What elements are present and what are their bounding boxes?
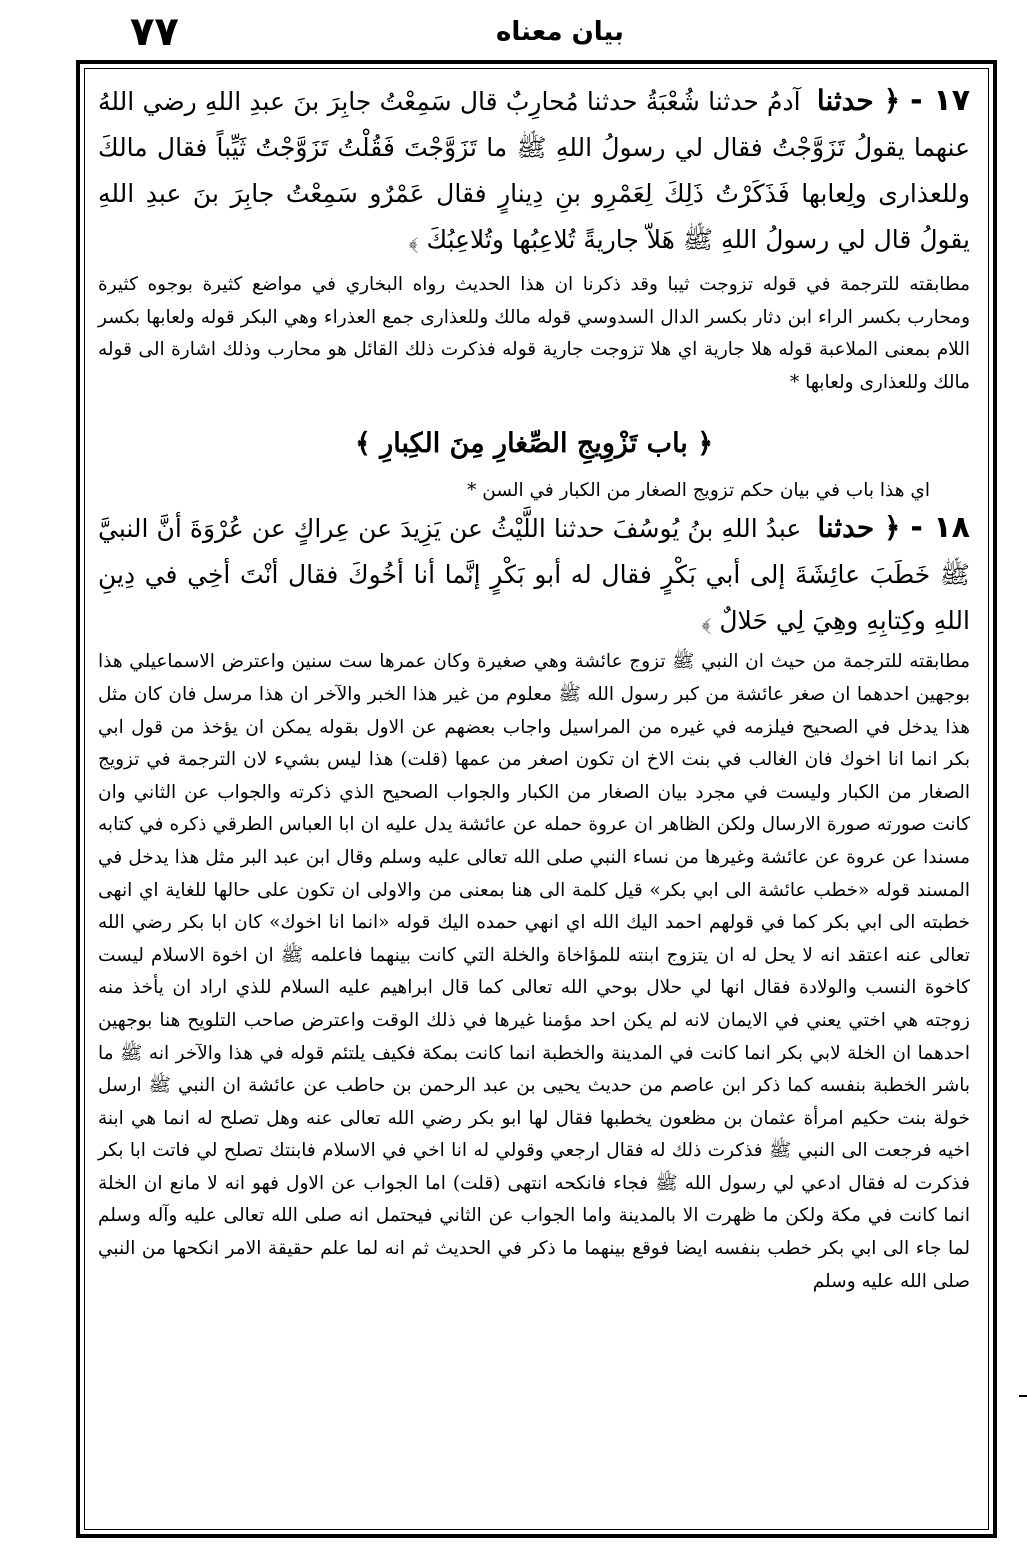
commentary-18: مطابقته للترجمة من حيث ان النبي ﷺ تزوج عائشة وهي صغيرة وكان عمرها ست سنين واعترض الاسماعيلي هذا بوجهين احدهما ان صغر عائشة من كبر رسول الله ﷺ معلوم من غير هذا الخبر والآخر ان هذا مرسل فان كان مثل هذا يدخل في الصحيح فيلزمه في غيره من المراسيل واجاب بعضهم عن الاول بقوله يمكن ان يؤخذ من قول ابي بكر انما انا اخوك فان الغالب في بنت الاخ ان تكون اصغر من عمها (قلت) هذا ليس بشيء لان الترجمة في تزويج الصغار من الكبار وليست في مجرد بيان الصغار من الكبار والجواب الصحيح الذي ذكرته والجواب عن الثاني وان كانت صورته صورة الارسال ولكن الظاهر ان عروة حمله عن عائشة يدل عليه ان ابا العباس الطرقي ذكره في كتابه مسندا عن عروة عن عائشة وغيرها من نساء النبي صلى الله تعالى عليه وسلم وقال ابن عبد البر مثل هذا يدخل في المسند قوله «خطب عائشة الى ابي بكر» قيل كلمة الى هنا بمعنى من والاولى ان تكون على حالها للغاية اي انهى خطبته الى ابي بكر كما في قولهم احمد اليك الله اي انهي حمده اليك قوله «انما انا اخوك» كان ابا بكر رضي الله تعالى عنه اعتقد انه لا يحل له ان يتزوج ابنته للمؤاخاة والخلة التي كانت بينهما فاعلمه ﷺ ان اخوة الاسلام ليست كاخوة النسب والولادة فقال انها لي حلال بوحي الله تعالى كما قال ابراهيم عليه السلام للذي اراد ان يأخذ منه زوجته هي اختي يعني في الايمان لانه لم يكن احد مؤمنا غيرها في ذلك الوقت واعترض صاحب التلويح هنا بوجهين احدهما ان الخلة لابي بكر انما كانت في المدينة والخطبة انما كانت بمكة فكيف يلتئم قوله في هذا والآخر انه ﷺ ما باشر الخطبة بنفسه كما ذكر ابن عاصم من حديث يحيى بن عبد الرحمن بن حاطب عن عائشة ان النبي ﷺ ارسل خولة بنت حكيم امرأة عثمان بن مظعون يخطبها فقال لها ابو بكر رضي الله تعالى عنه وهل تصلح له انما هي ابنة اخيه فرجعت الى النبي ﷺ فذكرت ذلك له فقال ارجعي وقولي له انا اخي في الاسلام فابنتك تصلح لي فاتت ابا بكر فذكرت له فقال ادعي لي رسول الله ﷺ فجاء فانكحه انتهى (قلت) اما الجواب عن الاول فهو انه لا مانع ان الخلة انما كانت في مكة ولكن ما ظهرت الا بالمدينة واما الجواب عن الثاني فيحتمل انه صلى الله تعالى عليه وآله وسلم لما جاء الى ابي بكر خطب بنفسه ايضا فوقع بينهما ما ذكر في الحديث ثم انه لما علم حقيقة الامر انكحها من النبي صلى الله عليه وسلم xyxy=(98,651,970,1292)
hadith-18-number: ١٨ - xyxy=(910,510,970,546)
running-title: بيان معناه xyxy=(496,17,624,47)
hadith-17-number: ١٧ - xyxy=(910,83,971,118)
page-number: ٧٧ xyxy=(130,9,179,55)
chapter-heading: ﴿ باب تَزْوِيجِ الصِّغارِ مِنَ الكِبارِ ﴾ xyxy=(354,428,714,460)
hadith-18-label: ﴿ حدثنا xyxy=(817,511,901,545)
hadith-17 xyxy=(98,78,970,263)
edge-mark xyxy=(1019,1395,1027,1397)
hadith-18 xyxy=(98,505,970,644)
hadith-17-label: ﴿ حدثنا xyxy=(816,84,901,117)
chapter-note: اي هذا باب في بيان حكم تزويج الصغار من الكبار في السن * xyxy=(467,480,930,502)
page-header xyxy=(60,8,990,58)
commentary-17: مطابقته للترجمة في قوله تزوجت ثيبا وقد ذكرنا ان هذا الحديث رواه البخاري في مواضع كثيرة بوجوه كثيرة ومحارب بكسر الراء ابن دثار بكسر الدال السدوسي قوله مالك وللعذارى جمع العذراء وهي البكر قوله ولعابها بكسر اللام بمعنى الملاعبة قوله هلا جارية اي هلا تزوجت جارية قوله فذكرت ذلك القائل هو محارب وذلك اشارة الى قوله مالك وللعذارى ولعابها * xyxy=(98,274,970,393)
hadith-18-text: عبدُ اللهِ بنُ يُوسُفَ حدثنا اللَّيْثُ عن يَزِيدَ عن عِراكٍ عن عُرْوَةَ أنَّ النبيَّ ﷺ خَطَبَ عائِشَةَ إلى أبي بَكْرٍ فقال له أبو بَكْرٍ إنَّما أنا أخُوكَ فقال أنْتَ أخِي في دِينِ اللهِ وكِتابِهِ وهِيَ لِي حَلالٌ ﴾ xyxy=(98,514,970,636)
page-content xyxy=(98,78,970,1298)
hadith-17-text: آدمُ حدثنا شُعْبَةُ حدثنا مُحارِبٌ قال سَمِعْتُ جابِرَ بنَ عبدِ اللهِ رضي اللهُ عنهما يقولُ تَزَوَّجْتُ فقال لي رسولُ اللهِ ﷺ ما تَزَوَّجْتَ فَقُلْتُ تَزَوَّجْتُ ثَيِّباً فقال مالكَ وللعذارى ولِعابها فَذَكَرْتُ ذَلِكَ لِعَمْرِو بنِ دِينارٍ فقال عَمْرٌو سَمِعْتُ جابِرَ بنَ عبدِ اللهِ يقولُ قال لي رسولُ اللهِ ﷺ هَلاّ جاريةً تُلاعِبُها وتُلاعِبُكَ ﴾ xyxy=(98,87,970,254)
